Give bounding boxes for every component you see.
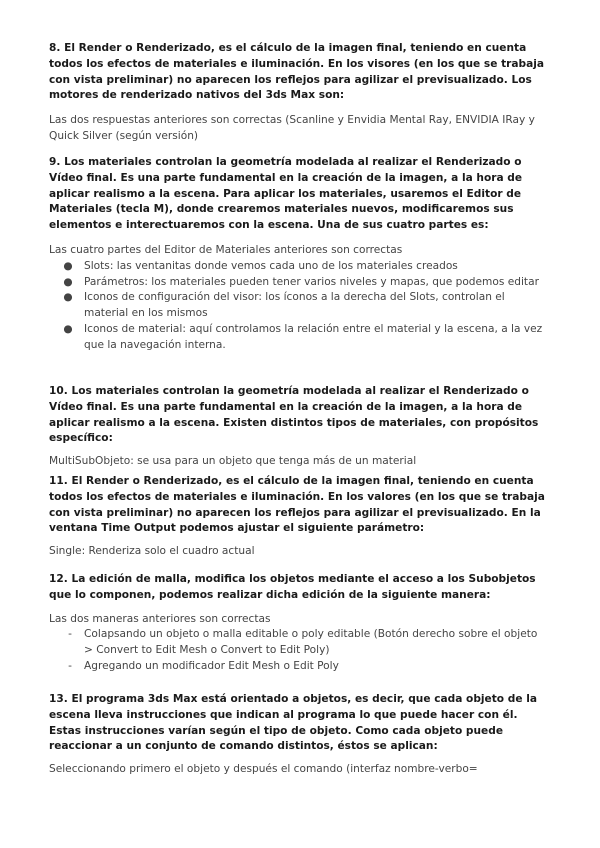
bullet-icon: ● [63, 275, 73, 288]
question-13-text: 13. El programa 3ds Max está orientado a objetos, es decir, que cada objeto de la escena lleva instrucciones que indican al programa lo que puede hacer con él. Estas instrucciones varían según el tipo de objeto. Como cada objeto puede reaccionar a un conjunto de comando distintos, éstos se aplican: [49, 693, 538, 753]
question-12-text: 12. La edición de malla, modifica los objetos mediante el acceso a los Subobjetos que lo componen, podemos realizar dicha edición de la siguiente manera: [49, 573, 536, 601]
question-8 [49, 41, 549, 145]
question-11-text: 11. El Render o Renderizado, es el cálculo de la imagen final, teniendo en cuenta todos los efectos de materiales e iluminación. En los valores (en los que se trabaja con vista preliminar) no aparecen los reflejos para agilizar el previsualizado. En la ventana Time Output podemos ajustar el siguiente parámetro: [49, 475, 545, 535]
list-item: ● Slots: las ventanitas donde vemos cada uno de los materiales creados [49, 259, 549, 275]
bullet-icon: ● [63, 291, 73, 304]
question-9-parts-list [49, 259, 549, 354]
question-9-text: 9. Los materiales controlan la geometría modelada al realizar el Renderizado o Vídeo final. Es una parte fundamental en la creación de la imagen, a la hora de aplicar realismo a la escena. Para aplicar los materiales, usaremos el Editor de Materiales (tecla M), donde crearemos materiales nuevos, modificaremos sus elementos e interectuaremos con la escena. Una de sus cuatro partes es: [49, 156, 523, 232]
question-12-methods-list [49, 627, 549, 674]
question-13 [49, 692, 549, 778]
list-item: ● Iconos de configuración del visor: los íconos a la derecha del Slots, controlan el material en los mismos [49, 290, 549, 322]
dash-icon: - [68, 659, 72, 672]
list-item: ● Iconos de material: aquí controlamos la relación entre el material y la escena, a la vez que la navegación interna. [49, 322, 549, 354]
question-13-answer: Seleccionando primero el objeto y después el comando (interfaz nombre-verbo= [49, 763, 478, 776]
dash-icon: - [68, 628, 72, 641]
question-10-text: 10. Los materiales controlan la geometría modelada al realizar el Renderizado o Vídeo final. Es una parte fundamental en la creación de la imagen, a la hora de aplicar realismo a la escena. Existen distintos tipos de materiales, con propósitos específico: [49, 385, 539, 445]
question-11-answer: Single: Renderiza solo el cuadro actual [49, 545, 255, 558]
question-10-answer: MultiSubObjeto: se usa para un objeto que tenga más de un material [49, 455, 417, 468]
question-9 [49, 155, 549, 354]
bullet-icon: ● [63, 259, 73, 272]
question-8-text: 8. El Render o Renderizado, es el cálculo de la imagen final, teniendo en cuenta todos los efectos de materiales e iluminación. En los visores (en los que se trabaja con vista preliminar) no aparecen los reflejos para agilizar el previsualizado. Los motores de renderizado nativos del 3ds Max son: [49, 42, 545, 102]
list-item: ● Parámetros: los materiales pueden tener varios niveles y mapas, que podemos editar [49, 275, 549, 291]
bullet-icon: ● [63, 322, 73, 335]
question-10 [49, 384, 549, 470]
list-item: - Agregando un modificador Edit Mesh o Edit Poly [49, 659, 549, 675]
question-9-answer: Las cuatro partes del Editor de Materiales anteriores son correctas [49, 243, 403, 256]
question-8-answer: Las dos respuestas anteriores son correctas (Scanline y Envidia Mental Ray, ENVIDIA IRay y Quick Silver (según versión) [49, 114, 535, 142]
question-11 [49, 474, 549, 560]
list-item: - Colapsando un objeto o malla editable o poly editable (Botón derecho sobre el objeto > Convert to Edit Mesh o Convert to Edit Poly) [49, 627, 549, 659]
question-12 [49, 572, 549, 675]
question-12-answer: Las dos maneras anteriores son correctas [49, 612, 271, 625]
